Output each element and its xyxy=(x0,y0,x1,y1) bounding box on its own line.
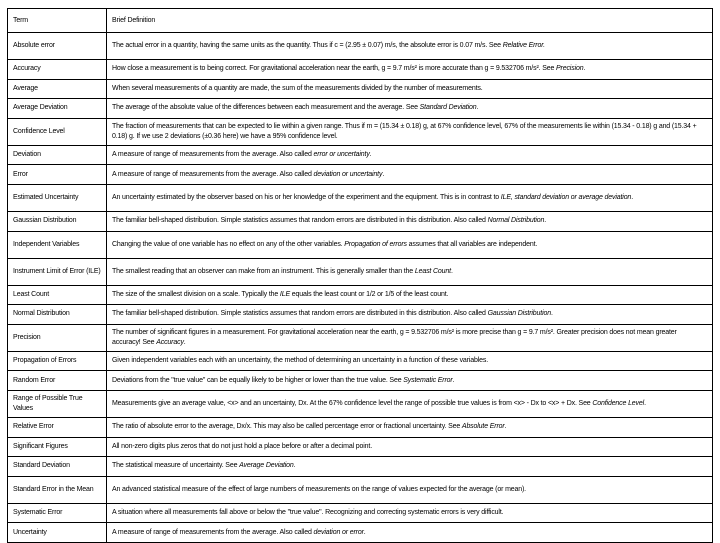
term-cell: Independent Variables xyxy=(8,231,107,258)
term-cell: Systematic Error xyxy=(8,503,107,523)
cross-reference: Precision xyxy=(556,65,584,73)
definition-text: equals the least count or 1/2 or 1/5 of the least count. xyxy=(289,290,449,298)
definition-cell xyxy=(107,523,713,543)
definition-cell xyxy=(107,457,713,477)
cross-reference: Accuracy xyxy=(156,338,184,346)
definition-cell xyxy=(107,184,713,211)
cross-reference: Confidence Level xyxy=(592,399,645,407)
term-cell: Estimated Uncertainty xyxy=(8,184,107,211)
definition-text: . xyxy=(476,104,479,112)
definition-text: A measure of range of measurements from the average. Also called xyxy=(112,170,314,178)
cross-reference: Gaussian Distribution xyxy=(487,310,551,318)
definition-cell xyxy=(107,211,713,231)
term-cell: Gaussian Distribution xyxy=(8,211,107,231)
definition-cell xyxy=(107,324,713,351)
definition-text: . xyxy=(544,217,547,225)
term-cell: Relative Error xyxy=(8,417,107,437)
term-cell: Propagation of Errors xyxy=(8,351,107,371)
definition-text: . xyxy=(450,267,453,275)
cross-reference: deviation or uncertainty xyxy=(313,170,383,178)
glossary-table xyxy=(7,8,713,543)
table-row xyxy=(8,60,713,80)
definition-cell xyxy=(107,371,713,391)
header-definition: Brief Definition xyxy=(107,9,713,33)
definition-text: Deviations from the "true value" can be equally likely to be higher or lower than the true value. See xyxy=(112,376,404,384)
term-cell: Precision xyxy=(8,324,107,351)
definition-text: . xyxy=(293,462,296,470)
table-row xyxy=(8,258,713,285)
term-cell: Significant Figures xyxy=(8,437,107,457)
definition-text: . xyxy=(382,170,385,178)
definition-text: An advanced statistical measure of the effect of large numbers of measurements on the range of values expected for the average (or mean). xyxy=(112,485,526,493)
term-cell: Least Count xyxy=(8,285,107,305)
table-row xyxy=(8,371,713,391)
term-cell: Standard Deviation xyxy=(8,457,107,477)
table-header-row xyxy=(8,9,713,33)
table-row xyxy=(8,503,713,523)
definition-cell xyxy=(107,231,713,258)
definition-text: assumes that all variables are independent. xyxy=(406,240,538,248)
definition-cell xyxy=(107,503,713,523)
cross-reference: ILE, standard deviation or average deviation xyxy=(500,193,632,201)
definition-text: A measure of range of measurements from the average. Also called xyxy=(112,151,314,159)
definition-text: . xyxy=(550,310,553,318)
definition-text: . xyxy=(363,528,366,536)
definition-text: The statistical measure of uncertainty. See xyxy=(112,462,240,470)
definition-text: The familiar bell-shaped distribution. Simple statistics assumes that random errors are distributed in this distribution. Also called xyxy=(112,217,488,225)
table-row xyxy=(8,33,713,60)
term-cell: Range of Possible True Values xyxy=(8,390,107,417)
table-row xyxy=(8,285,713,305)
definition-text: The smallest reading that an observer can make from an instrument. This is generally smaller than the xyxy=(112,267,415,275)
table-row xyxy=(8,305,713,325)
term-cell: Accuracy xyxy=(8,60,107,80)
table-row xyxy=(8,79,713,99)
definition-cell xyxy=(107,417,713,437)
table-row xyxy=(8,324,713,351)
cross-reference: error or uncertainty xyxy=(313,151,370,159)
table-row xyxy=(8,437,713,457)
term-cell: Standard Error in the Mean xyxy=(8,476,107,503)
table-row xyxy=(8,99,713,119)
definition-text: The number of significant figures in a measurement. For gravitational acceleration near the earth, g = 9.532706 m/s² is more precise than g = 9.7 m/s². Greater precision does not mean greater accuracy! See xyxy=(112,328,677,346)
header-term: Term xyxy=(8,9,107,33)
cross-reference: ILE xyxy=(279,290,290,298)
definition-text: The familiar bell-shaped distribution. Simple statistics assumes that random errors are distributed in this distribution. Also called xyxy=(112,310,488,318)
definition-text: . xyxy=(369,151,372,159)
definition-text: . xyxy=(452,376,455,384)
term-cell: Uncertainty xyxy=(8,523,107,543)
cross-reference: Normal Distribution xyxy=(487,217,545,225)
table-row xyxy=(8,118,713,145)
definition-cell xyxy=(107,33,713,60)
table-row xyxy=(8,231,713,258)
term-cell: Average xyxy=(8,79,107,99)
table-row xyxy=(8,476,713,503)
definition-text: The actual error in a quantity, having the same units as the quantity. Thus if c = (2.95 ± 0.07) m/s, the absolute error is 0.07 m/s. See xyxy=(112,42,503,49)
definition-text: Changing the value of one variable has no effect on any of the other variables. xyxy=(112,240,345,248)
definition-cell xyxy=(107,285,713,305)
definition-text: The ratio of absolute error to the average, Dx/x. This may also be called percentage error or fractional uncertainty. See xyxy=(112,423,462,431)
definition-text: All non-zero digits plus zeros that do not just hold a place before or after a decimal point. xyxy=(112,442,372,450)
definition-cell xyxy=(107,476,713,503)
definition-text: Given independent variables each with an uncertainty, the method of determining an uncertainty in a function of these variables. xyxy=(112,357,489,365)
cross-reference: Propagation of errors xyxy=(344,240,407,248)
definition-text: . xyxy=(183,338,186,346)
term-cell: Deviation xyxy=(8,145,107,165)
definition-text: How close a measurement is to being correct. For gravitational acceleration near the earth, g = 9.7 m/s² is more accurate than g = 9.532706 m/s². See xyxy=(112,65,557,73)
definition-text: The fraction of measurements that can be expected to lie within a given range. Thus if m = (15.34 ± 0.18) g, at 67% confidence level, 67% of the measurements lie within (15.34 - 0.18) g and (15.34 + 0.18) g. If we use 2 deviations (±0.36 here) we have a 95% confidence level. xyxy=(112,122,697,140)
definition-text: The size of the smallest division on a scale. Typically the xyxy=(112,290,280,298)
table-row xyxy=(8,184,713,211)
cross-reference: Least Count xyxy=(414,267,451,275)
term-cell: Confidence Level xyxy=(8,118,107,145)
table-row xyxy=(8,145,713,165)
definition-cell xyxy=(107,351,713,371)
term-cell: Instrument Limit of Error (ILE) xyxy=(8,258,107,285)
term-cell: Normal Distribution xyxy=(8,305,107,325)
term-cell: Average Deviation xyxy=(8,99,107,119)
cross-reference: Systematic Error xyxy=(403,376,453,384)
definition-cell xyxy=(107,99,713,119)
cross-reference: Standard Deviation xyxy=(419,104,477,112)
definition-text: . xyxy=(644,399,646,407)
definition-cell xyxy=(107,118,713,145)
definition-cell xyxy=(107,60,713,80)
table-row xyxy=(8,417,713,437)
table-row xyxy=(8,211,713,231)
term-cell: Random Error xyxy=(8,371,107,391)
definition-text: . xyxy=(504,423,507,431)
definition-text: The average of the absolute value of the differences between each measurement and the average. See xyxy=(112,104,420,112)
term-cell: Absolute error xyxy=(8,33,107,60)
definition-text: A measure of range of measurements from the average. Also called xyxy=(112,528,314,536)
definition-cell xyxy=(107,437,713,457)
table-row xyxy=(8,351,713,371)
cross-reference: Relative Error. xyxy=(502,42,545,49)
cross-reference: deviation or error xyxy=(313,528,364,536)
cross-reference: Absolute Error xyxy=(461,423,505,431)
cross-reference: Average Deviation xyxy=(239,462,294,470)
table-row xyxy=(8,390,713,417)
table-row xyxy=(8,457,713,477)
definition-text: . xyxy=(583,65,586,73)
definition-text: A situation where all measurements fall above or below the "true value". Recognizing and correcting systematic errors is very difficult. xyxy=(112,509,504,517)
definition-cell xyxy=(107,390,713,417)
table-row xyxy=(8,165,713,185)
definition-cell xyxy=(107,305,713,325)
definition-text: When several measurements of a quantity are made, the sum of the measurements divided by the number of measurements. xyxy=(112,84,483,92)
definition-cell xyxy=(107,145,713,165)
definition-text: Measurements give an average value, <x> and an uncertainty, Dx. At the 67% confidence level the range of possible true values is from <x> - Dx to <x> + Dx. See xyxy=(112,399,593,407)
definition-cell xyxy=(107,165,713,185)
definition-text: An uncertainty estimated by the observer based on his or her knowledge of the experiment and the equipment. This is in contrast to xyxy=(112,193,501,201)
definition-cell xyxy=(107,258,713,285)
table-row xyxy=(8,523,713,543)
definition-cell xyxy=(107,79,713,99)
definition-text: . xyxy=(631,193,633,201)
term-cell: Error xyxy=(8,165,107,185)
